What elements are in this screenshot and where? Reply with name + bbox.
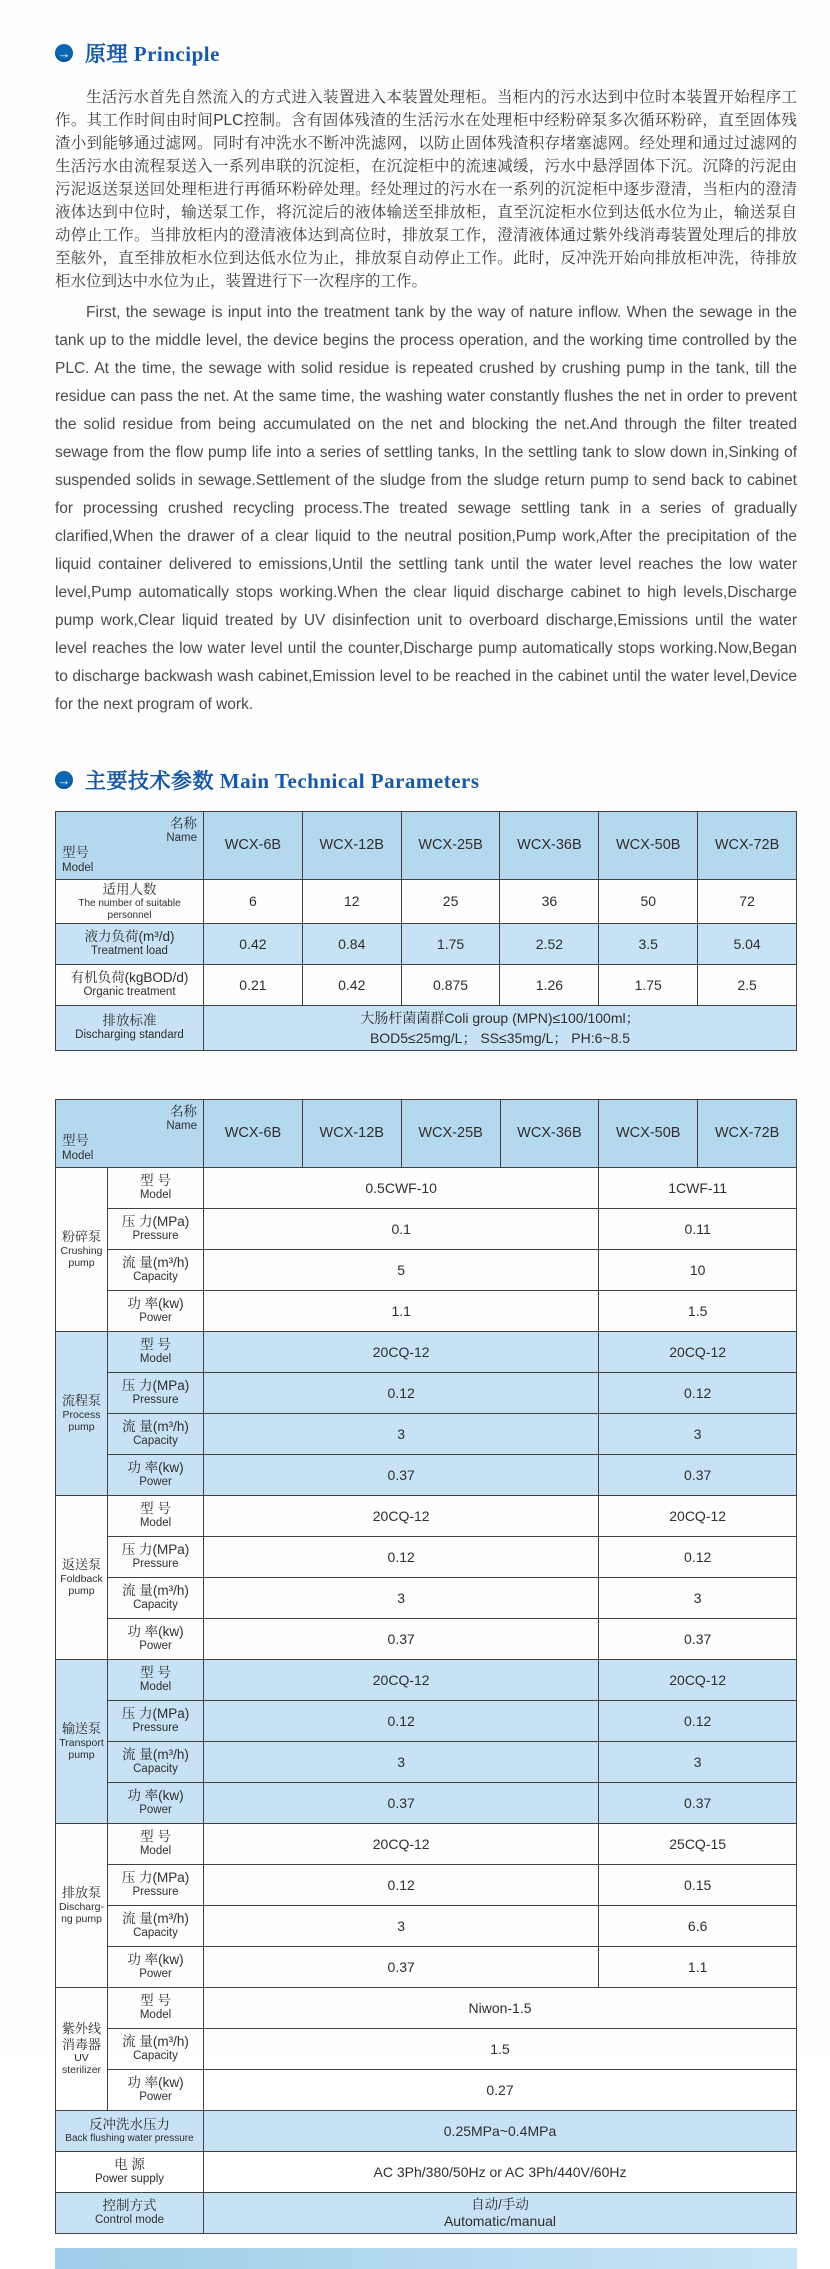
param-label-cell	[108, 1208, 204, 1249]
standard-line-2: BOD5≤25mg/L； SS≤35mg/L； PH:6~8.5	[369, 1030, 631, 1046]
value-cell: 20CQ-12	[204, 1495, 599, 1536]
value-cell: 20CQ-12	[204, 1331, 599, 1372]
param-en: Model	[139, 2009, 172, 2022]
param-zh: 型 号	[140, 1337, 171, 1353]
value-cell: 20CQ-12	[599, 1659, 797, 1700]
group-label-cell	[56, 1823, 108, 1987]
value-cell: 0.11	[599, 1208, 797, 1249]
param-en: Pressure	[132, 1722, 179, 1735]
table-row	[56, 1864, 797, 1905]
value-cell: 12	[302, 879, 401, 923]
value-cell: 0.37	[204, 1946, 599, 1987]
model-header-cell: WCX-50B	[599, 812, 698, 880]
table-row	[56, 1331, 797, 1372]
group-label-cell	[56, 1495, 108, 1659]
value-cell: 0.37	[599, 1618, 797, 1659]
value-cell	[204, 2192, 797, 2233]
value-cell: 3.5	[599, 924, 698, 965]
param-en: Power	[139, 1476, 172, 1489]
table-row	[56, 1290, 797, 1331]
table-row	[56, 965, 797, 1006]
param-label-cell	[108, 1331, 204, 1372]
value-cell: 3	[204, 1905, 599, 1946]
value-cell: 20CQ-12	[599, 1331, 797, 1372]
table-row	[56, 2151, 797, 2192]
table-row	[56, 1659, 797, 1700]
param-label-cell	[108, 1905, 204, 1946]
arrow-bullet-icon: →	[55, 771, 73, 789]
table-row	[56, 1905, 797, 1946]
model-header-cell: WCX-6B	[204, 812, 303, 880]
param-en: Power	[139, 2091, 172, 2104]
param-label-cell	[108, 1536, 204, 1577]
row-label-cell	[56, 2192, 204, 2233]
param-en: Power	[139, 1804, 172, 1817]
param-zh: 功 率(kw)	[127, 1624, 184, 1640]
value-cell: 3	[599, 1577, 797, 1618]
standard-line-1: 大肠杆菌菌群Coli group (MPN)≤100/100ml；	[360, 1010, 640, 1026]
param-zh: 功 率(kw)	[127, 1460, 184, 1476]
param-zh: 功 率(kw)	[127, 1788, 184, 1804]
param-zh: 压 力(MPa)	[121, 1378, 190, 1394]
value-cell: 0.12	[599, 1536, 797, 1577]
value-cell: 0.42	[204, 924, 303, 965]
group-label-en: Crushing pump	[60, 1245, 103, 1270]
param-label-cell	[108, 1413, 204, 1454]
param-en: Pressure	[132, 1230, 179, 1243]
parameters-section-title	[85, 765, 480, 795]
param-label-cell	[108, 1741, 204, 1782]
principle-section-heading	[55, 0, 797, 68]
param-zh: 型 号	[140, 1993, 171, 2009]
value-cell: 1.26	[500, 965, 599, 1006]
model-header-cell: WCX-36B	[500, 1100, 599, 1168]
table-row	[56, 1372, 797, 1413]
param-en: Capacity	[133, 1763, 178, 1776]
value-cell: 36	[500, 879, 599, 923]
value-cell: 0.12	[599, 1372, 797, 1413]
arrow-bullet-icon: →	[55, 44, 73, 62]
param-label-cell	[108, 1454, 204, 1495]
group-label-zh: 排放泵	[61, 1885, 101, 1901]
value-cell: 0.12	[599, 1700, 797, 1741]
table-row	[56, 2110, 797, 2151]
value-cell: 0.12	[204, 1700, 599, 1741]
group-label-cell	[56, 1167, 108, 1331]
value-cell: 0.37	[204, 1782, 599, 1823]
param-zh: 型 号	[140, 1501, 171, 1517]
param-en: Pressure	[132, 1886, 179, 1899]
param-en: Model	[139, 1189, 172, 1202]
table-row	[56, 1700, 797, 1741]
model-header-cell: WCX-50B	[599, 1100, 698, 1168]
value-cell: 6	[204, 879, 303, 923]
value-cell: 3	[204, 1413, 599, 1454]
row-label-cell	[56, 1006, 204, 1051]
principle-paragraph-zh: 生活污水首先自然流入的方式进入装置进入本装置处理柜。当柜内的污水达到中位时本装置开始程序工作。其工作时间由时间PLC控制。含有固体残渣的生活污水在处理柜中经粉碎泵多次循环粉碎，直至固体残渣小到能够通过滤网。同时有冲洗水不断冲洗滤网，以防止固体残渣积存堵塞滤网。经处理和通过过滤网的生活污水由流程泵送入一系列串联的沉淀柜，在沉淀柜中的流速减缓，污水中悬浮固体下沉。沉降的污泥由污泥返送泵送回处理柜进行再循环粉碎处理。经处理过的污水在一系列的沉淀柜中逐步澄清，当柜内的澄清液体达到中位时，输送泵工作，将沉淀后的液体输送至排放柜，直至沉淀柜水位到达低水位为止，输送泵自动停止工作。当排放柜内的澄清液体达到高位时，排放泵工作，澄清液体通过紫外线消毒装置处理后的排放至舷外，直至排放柜水位到达低水位为止，排放泵自动停止工作。此时，反冲洗开始向排放柜冲洗，待排放柜水位到达中水位为止，装置进行下一次程序的工作。	[55, 89, 797, 290]
table-row	[56, 1495, 797, 1536]
value-cell: 20CQ-12	[204, 1823, 599, 1864]
corner-name-zh: 名称	[170, 1104, 198, 1119]
value-cell: 0.37	[599, 1454, 797, 1495]
row-label-cell	[56, 924, 204, 965]
value-cell: 5	[204, 1249, 599, 1290]
table-row	[56, 1987, 797, 2028]
param-label-cell	[108, 2028, 204, 2069]
table-row	[56, 1823, 797, 1864]
param-en: Model	[139, 1353, 172, 1366]
group-label-cell	[56, 1331, 108, 1495]
param-en: Model	[139, 1517, 172, 1530]
corner-model-zh: 型号	[62, 845, 89, 861]
table-row	[56, 1741, 797, 1782]
table-row	[56, 2192, 797, 2233]
param-en: Capacity	[133, 1271, 178, 1284]
value-cell: 1CWF-11	[599, 1167, 797, 1208]
row-label-en: The number of suitable personnel	[78, 898, 181, 921]
value-cell: 1.5	[204, 2028, 797, 2069]
param-en: Capacity	[133, 1927, 178, 1940]
row-label-cell	[56, 2110, 204, 2151]
value-cell: 20CQ-12	[599, 1495, 797, 1536]
param-en: Model	[139, 1681, 172, 1694]
row-label-zh: 控制方式	[102, 2198, 157, 2214]
value-cell: 25	[401, 879, 500, 923]
value-cell: 3	[599, 1413, 797, 1454]
value-cell: 1.5	[599, 1290, 797, 1331]
param-en: Capacity	[133, 1435, 178, 1448]
group-label-zh: 流程泵	[61, 1393, 101, 1409]
group-label-zh: 返送泵	[61, 1557, 101, 1573]
model-header-cell: WCX-72B	[698, 812, 797, 880]
table-row	[56, 1946, 797, 1987]
value-cell: 10	[599, 1249, 797, 1290]
table-row	[56, 1208, 797, 1249]
table-row	[56, 1167, 797, 1208]
corner-model-zh: 型号	[62, 1133, 89, 1149]
param-label-cell	[108, 1249, 204, 1290]
parameters-section-heading	[55, 765, 797, 795]
value-cell: 0.37	[599, 1782, 797, 1823]
value-cell: 1.1	[204, 1290, 599, 1331]
group-label-en: UV sterilizer	[61, 2052, 102, 2077]
param-label-cell	[108, 1618, 204, 1659]
param-label-cell	[108, 1946, 204, 1987]
param-label-cell	[108, 1659, 204, 1700]
param-zh: 压 力(MPa)	[121, 1542, 190, 1558]
value-cell: 0.875	[401, 965, 500, 1006]
table-row	[56, 2069, 797, 2110]
param-label-cell	[108, 1700, 204, 1741]
corner-model-en: Model	[62, 1149, 94, 1162]
group-label-en: Process pump	[62, 1409, 101, 1434]
param-label-cell	[108, 1495, 204, 1536]
param-zh: 流 量(m³/h)	[122, 1419, 189, 1435]
value-cell: 3	[599, 1741, 797, 1782]
pump-parameters-table	[55, 1099, 797, 2234]
model-header-cell: WCX-25B	[401, 812, 500, 880]
param-zh: 压 力(MPa)	[121, 1870, 190, 1886]
control-mode-en: Automatic/manual	[443, 2212, 557, 2229]
group-label-zh: 输送泵	[61, 1721, 101, 1737]
row-label-cell	[56, 2151, 204, 2192]
param-en: Pressure	[132, 1558, 179, 1571]
param-zh: 型 号	[140, 1665, 171, 1681]
value-cell: 5.04	[698, 924, 797, 965]
group-label-zh: 粉碎泵	[61, 1229, 101, 1245]
discharging-standard-cell	[204, 1006, 797, 1051]
row-label-en: Control mode	[94, 2214, 165, 2227]
model-header-cell: WCX-6B	[204, 1100, 303, 1168]
row-label-en: Organic treatment	[83, 986, 176, 999]
row-label-en: Power supply	[94, 2173, 165, 2186]
param-label-cell	[108, 1290, 204, 1331]
param-label-cell	[108, 1577, 204, 1618]
group-label-cell	[56, 1659, 108, 1823]
param-en: Power	[139, 1312, 172, 1325]
row-label-zh: 液力负荷(m³/d)	[84, 929, 175, 945]
row-label-en: Treatment load	[91, 945, 168, 958]
param-label-cell	[108, 1782, 204, 1823]
param-en: Pressure	[132, 1394, 179, 1407]
group-label-en: Transport pump	[59, 1737, 104, 1762]
value-cell: 50	[599, 879, 698, 923]
value-cell: AC 3Ph/380/50Hz or AC 3Ph/440V/60Hz	[204, 2151, 797, 2192]
row-label-zh: 有机负荷(kgBOD/d)	[70, 970, 189, 986]
value-cell: 1.75	[401, 924, 500, 965]
value-cell: 0.84	[302, 924, 401, 965]
row-label-zh: 反冲洗水压力	[89, 2116, 170, 2132]
param-label-cell	[108, 1167, 204, 1208]
value-cell: 2.52	[500, 924, 599, 965]
corner-name-en: Name	[166, 1120, 198, 1133]
param-label-cell	[108, 1864, 204, 1905]
principle-section-title	[85, 38, 220, 68]
value-cell: 0.12	[204, 1536, 599, 1577]
table-row	[56, 1249, 797, 1290]
row-label-en: Back flushing water pressure	[65, 2133, 194, 2145]
table-row	[56, 1618, 797, 1659]
main-parameters-table	[55, 811, 797, 1051]
param-zh: 流 量(m³/h)	[122, 1911, 189, 1927]
param-zh: 流 量(m³/h)	[122, 2034, 189, 2050]
table-row	[56, 1006, 797, 1051]
param-zh: 型 号	[140, 1173, 171, 1189]
value-cell: 3	[204, 1741, 599, 1782]
value-cell: 2.5	[698, 965, 797, 1006]
param-en: Power	[139, 1640, 172, 1653]
param-zh: 压 力(MPa)	[121, 1214, 190, 1230]
param-zh: 流 量(m³/h)	[122, 1255, 189, 1271]
group-label-cell	[56, 1987, 108, 2110]
row-label-cell	[56, 879, 204, 923]
param-zh: 功 率(kw)	[127, 1296, 184, 1312]
corner-name-zh: 名称	[170, 816, 197, 831]
value-cell: 72	[698, 879, 797, 923]
table-row	[56, 1536, 797, 1577]
param-zh: 型 号	[140, 1829, 171, 1845]
corner-header-cell	[56, 1100, 204, 1168]
table-row	[56, 924, 797, 965]
table-row	[56, 879, 797, 923]
param-en: Model	[139, 1845, 172, 1858]
row-label-zh: 排放标准	[102, 1013, 157, 1029]
corner-name-en: Name	[166, 832, 197, 845]
value-cell: 20CQ-12	[204, 1659, 599, 1700]
principle-title-en: Principle	[133, 42, 220, 66]
value-cell: 0.5CWF-10	[204, 1167, 599, 1208]
param-en: Power	[139, 1968, 172, 1981]
value-cell: 0.27	[204, 2069, 797, 2110]
table-header-row	[56, 1100, 797, 1168]
row-label-cell	[56, 965, 204, 1006]
table-header-row	[56, 812, 797, 880]
group-label-en: Discharg-ng pump	[59, 1901, 104, 1926]
table-row	[56, 2028, 797, 2069]
principle-paragraph-en: First, the sewage is input into the treatment tank by the way of nature inflow. When the sewage in the tank up to the middle level, the device begins the process operation, and the working time controlled by the PLC. At the time, the sewage with solid residue is repeated crushed by crushing pump in the tank, till the residue can pass the net. At the same time, the washing water constantly flushes the net in order to prevent the solid residue from being accumulated on the net and blocking the net.And through the filter treated sewage from the flow pump life into a series of settling tanks, In the settling tank to slow down in,Sinking of suspended solids in sewage.Settlement of the sludge from the sludge return pump to send back to cabinet for processing crushed recycling process.The treated sewage settling tank in a series of gradually clarified,When the drawer of a clear liquid to the neutral position,Pump work,After the precipitation of the liquid container delivered to emissions,Until the settling tank until the water level reaches the low water level,Pump automatically stops working.When the clear liquid discharge cabinet to high levels,Discharge pump work,Clear liquid treated by UV disinfection unit to overboard discharge,Emissions until the water level reaches the low water level until the counter,Discharge pump automatically stops working.Now,Began to discharge backwash wash cabinet,Emission level to be reached in the cabinet until the water level,Device for the next program of work.	[55, 304, 797, 713]
value-cell: 1.75	[599, 965, 698, 1006]
value-cell: 6.6	[599, 1905, 797, 1946]
model-header-cell: WCX-12B	[302, 1100, 401, 1168]
model-header-cell: WCX-36B	[500, 812, 599, 880]
value-cell: 3	[204, 1577, 599, 1618]
value-cell: 0.12	[204, 1372, 599, 1413]
param-zh: 功 率(kw)	[127, 2075, 184, 2091]
param-label-cell	[108, 2069, 204, 2110]
group-label-zh: 紫外线消毒器	[61, 2021, 101, 2052]
parameters-title-en: Main Technical Parameters	[219, 769, 480, 793]
value-cell: 0.37	[204, 1618, 599, 1659]
table-row	[56, 1577, 797, 1618]
model-header-cell: WCX-25B	[401, 1100, 500, 1168]
footer-accent-band	[55, 2248, 797, 2269]
control-mode-zh: 自动/手动	[471, 2196, 529, 2212]
param-en: Capacity	[133, 2050, 178, 2063]
param-en: Capacity	[133, 1599, 178, 1612]
parameters-title-zh: 主要技术参数	[85, 769, 214, 793]
param-zh: 流 量(m³/h)	[122, 1747, 189, 1763]
row-label-zh: 电 源	[114, 2157, 145, 2173]
corner-model-en: Model	[62, 861, 94, 874]
table-row	[56, 1413, 797, 1454]
table-row	[56, 1782, 797, 1823]
row-label-zh: 适用人数	[102, 881, 157, 897]
value-cell: 25CQ-15	[599, 1823, 797, 1864]
value-cell: 0.12	[204, 1864, 599, 1905]
group-label-en: Foldback pump	[60, 1573, 103, 1598]
param-zh: 压 力(MPa)	[121, 1706, 190, 1722]
row-label-en: Discharging standard	[75, 1029, 184, 1042]
value-cell: Niwon-1.5	[204, 1987, 797, 2028]
table-row	[56, 1454, 797, 1495]
model-header-cell: WCX-72B	[698, 1100, 797, 1168]
corner-header-cell	[56, 812, 204, 880]
principle-title-zh: 原理	[85, 42, 128, 66]
value-cell: 0.21	[204, 965, 303, 1006]
value-cell: 0.1	[204, 1208, 599, 1249]
value-cell: 0.25MPa~0.4MPa	[204, 2110, 797, 2151]
param-zh: 功 率(kw)	[127, 1952, 184, 1968]
value-cell: 0.42	[302, 965, 401, 1006]
value-cell: 0.15	[599, 1864, 797, 1905]
param-label-cell	[108, 1987, 204, 2028]
value-cell: 1.1	[599, 1946, 797, 1987]
value-cell: 0.37	[204, 1454, 599, 1495]
param-zh: 流 量(m³/h)	[122, 1583, 189, 1599]
param-label-cell	[108, 1823, 204, 1864]
param-label-cell	[108, 1372, 204, 1413]
model-header-cell: WCX-12B	[302, 812, 401, 880]
